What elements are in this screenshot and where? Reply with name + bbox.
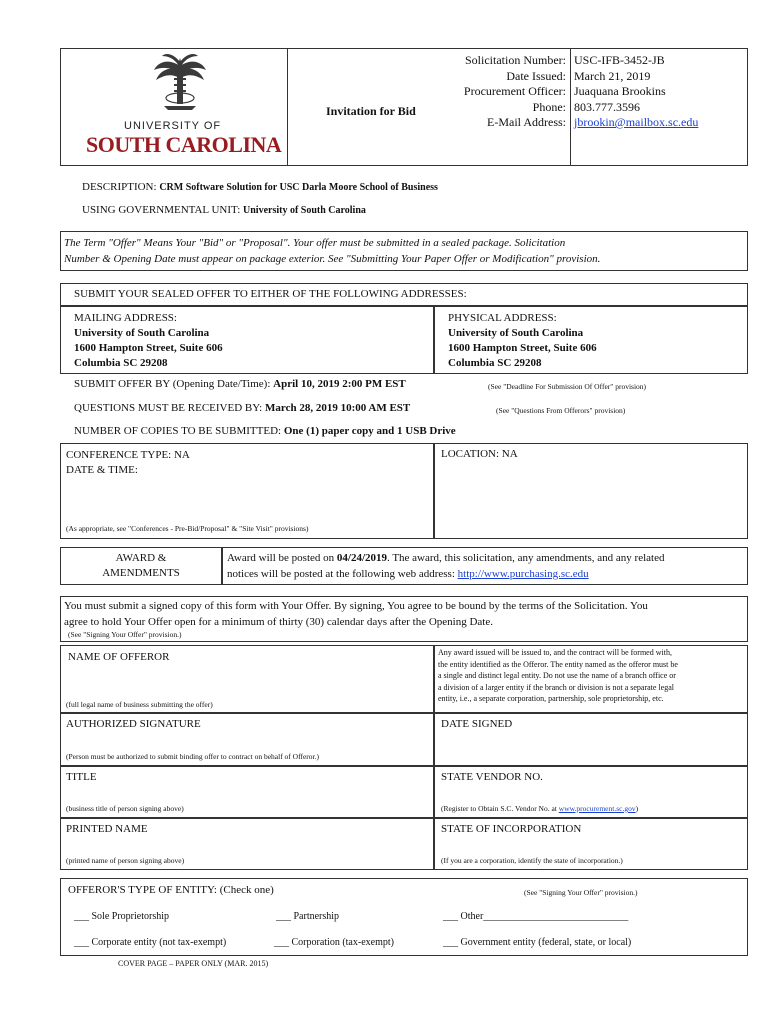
- title-hint: (business title of person signing above): [66, 804, 184, 813]
- award-text-line1: [227, 551, 664, 567]
- physical-address: [448, 311, 597, 371]
- email-link[interactable]: jbrookin@mailbox.sc.edu: [574, 115, 699, 129]
- logo-line1: UNIVERSITY OF: [124, 120, 222, 132]
- phone-value: 803.777.3596: [574, 99, 640, 114]
- award-label: [60, 551, 222, 581]
- signature-field[interactable]: [64, 733, 430, 749]
- logo-line2: SOUTH CAROLINA: [86, 132, 282, 157]
- date-issued-label: Date Issued:: [506, 68, 566, 83]
- entity-info-line2: the entity identified as the Offeror. The entity named as the offeror must be: [438, 659, 678, 669]
- name-of-offeror-field[interactable]: [64, 666, 430, 694]
- entity-info-text: [438, 647, 678, 705]
- award-label-line2: AMENDMENTS: [102, 567, 180, 579]
- physical-address-line1: University of South Carolina: [448, 327, 584, 339]
- entity-info-line5: entity, i.e., a separate corporation, partnership, sole proprietorship, etc.: [438, 694, 664, 703]
- offer-note-line1: The Term "Offer" Means Your "Bid" or "Proposal". Your offer must be submitted in a sealed package. Solicitation: [64, 237, 566, 249]
- entity-option-partnership[interactable]: ___ Partnership: [276, 911, 340, 922]
- page-title: Invitation for Bid: [326, 104, 416, 118]
- conference-note: (As appropriate, see "Conferences - Pre-Bid/Proposal" & "Site Visit" provisions): [66, 524, 309, 533]
- questions-label: QUESTIONS MUST BE RECEIVED BY:: [74, 402, 263, 414]
- signing-line2: agree to hold Your Offer open for a minimum of thirty (30) calendar days after the Opening Date.: [64, 615, 493, 628]
- date-signed-field[interactable]: [438, 733, 744, 761]
- mailing-address-line3: Columbia SC 29208: [74, 357, 168, 369]
- award-text: [227, 551, 664, 582]
- title-field[interactable]: [64, 786, 430, 800]
- questions-row: [74, 402, 410, 414]
- description-row: [82, 181, 438, 193]
- phone-label: Phone:: [532, 99, 566, 114]
- copies-label: NUMBER OF COPIES TO BE SUBMITTED:: [74, 425, 282, 437]
- footer-note: COVER PAGE – PAPER ONLY (MAR. 2015): [118, 959, 269, 968]
- printed-name-label: PRINTED NAME: [66, 823, 148, 835]
- offer-note-line2: Number & Opening Date must appear on package exterior. See "Submitting Your Paper Offer or Modification" provision.: [64, 252, 601, 265]
- description-label: DESCRIPTION:: [82, 181, 157, 193]
- procurement-officer-label: Procurement Officer:: [463, 84, 566, 98]
- award-label-line1: AWARD &: [115, 552, 167, 564]
- copies-row: [74, 425, 456, 437]
- conference-location: LOCATION: NA: [441, 448, 518, 460]
- entity-type-note: (See "Signing Your Offer" provision.): [524, 888, 638, 897]
- award-text-part1: Award will be posted on: [227, 552, 337, 564]
- offer-note: [64, 236, 600, 267]
- conference-datetime: DATE & TIME:: [66, 464, 138, 476]
- vendor-field[interactable]: [438, 786, 744, 800]
- university-logo: [86, 52, 286, 162]
- signature-hint: (Person must be authorized to submit binding offer to contract on behalf of Offeror.): [66, 752, 319, 761]
- physical-address-line2: 1600 Hampton Street, Suite 606: [448, 342, 597, 354]
- signing-statement: [64, 599, 648, 630]
- physical-address-line3: Columbia SC 29208: [448, 357, 542, 369]
- entity-info-line4: a division of a larger entity if the branch or division is not a separate legal: [438, 682, 675, 692]
- submit-offer-value: April 10, 2019 2:00 PM EST: [273, 378, 406, 390]
- printed-name-hint: (printed name of person signing above): [66, 856, 185, 865]
- purchasing-url-link[interactable]: http://www.purchasing.sc.edu: [457, 567, 589, 580]
- governmental-unit-value: University of South Carolina: [243, 205, 366, 216]
- description-value: CRM Software Solution for USC Darla Moore School of Business: [159, 182, 438, 193]
- entity-info-line1: Any award issued will be issued to, and the contract will be formed with,: [438, 648, 672, 657]
- solicitation-labels: [420, 53, 566, 131]
- incorporation-hint: (If you are a corporation, identify the state of incorporation.): [441, 856, 623, 865]
- mailing-address-line1: University of South Carolina: [74, 327, 210, 339]
- questions-note: (See "Questions From Offerors" provision): [496, 406, 626, 415]
- vendor-hint-part2: ): [635, 804, 639, 813]
- award-text-line2: [227, 567, 664, 583]
- printed-name-field[interactable]: [64, 838, 430, 852]
- date-signed-label: DATE SIGNED: [441, 718, 513, 730]
- mailing-address-label: MAILING ADDRESS:: [74, 312, 177, 324]
- mailing-address: [74, 311, 223, 371]
- header-divider-2: [570, 48, 571, 166]
- date-issued-value: March 21, 2019: [574, 68, 651, 83]
- entity-info-line3: a single and distinct legal entity. Do not use the name of a branch office or: [438, 671, 676, 680]
- award-date: 04/24/2019: [336, 552, 388, 564]
- signing-note: (See "Signing Your Offer" provision.): [68, 630, 182, 639]
- entity-option-sole[interactable]: ___ Sole Proprietorship: [74, 911, 169, 922]
- signing-line1: You must submit a signed copy of this form with Your Offer. By signing, You agree to be bound by the terms of the Solicitation. You: [64, 600, 648, 612]
- conference-details: [66, 448, 190, 478]
- incorporation-field[interactable]: [438, 838, 744, 852]
- mailing-address-line2: 1600 Hampton Street, Suite 606: [74, 342, 223, 354]
- submit-offer-row: [74, 378, 406, 390]
- solicitation-values: [574, 53, 746, 131]
- submit-offer-label: SUBMIT OFFER BY (Opening Date/Time):: [74, 378, 271, 390]
- email-label: E-Mail Address:: [487, 115, 566, 129]
- signature-label: AUTHORIZED SIGNATURE: [66, 718, 201, 730]
- vendor-hint-part1: (Register to Obtain S.C. Vendor No. at: [441, 804, 559, 813]
- copies-value: One (1) paper copy and 1 USB Drive: [283, 425, 456, 437]
- award-text-part2: . The award, this solicitation, any amendments, and any related: [387, 552, 665, 564]
- name-of-offeror-hint: (full legal name of business submitting the offer): [66, 700, 213, 709]
- entity-option-corporation-tax-exempt[interactable]: ___ Corporation (tax-exempt): [274, 937, 394, 948]
- title-label: TITLE: [66, 771, 97, 783]
- governmental-unit-row: [82, 204, 366, 216]
- physical-address-label: PHYSICAL ADDRESS:: [448, 312, 557, 324]
- entity-option-government[interactable]: ___ Government entity (federal, state, or local): [443, 937, 632, 948]
- procurement-link[interactable]: www.procurement.sc.gov: [558, 804, 636, 813]
- palmetto-tree-icon: [150, 52, 210, 118]
- entity-option-other[interactable]: ___ Other_____________________________: [443, 911, 629, 922]
- solicitation-number-value: USC-IFB-3452-JB: [574, 53, 665, 67]
- entity-type-heading: OFFEROR'S TYPE OF ENTITY: (Check one): [68, 884, 274, 896]
- entity-option-corporate[interactable]: ___ Corporate entity (not tax-exempt): [74, 937, 227, 948]
- vendor-label: STATE VENDOR NO.: [441, 771, 543, 783]
- vendor-hint: [441, 804, 638, 813]
- header-divider-1: [287, 48, 288, 166]
- conference-type: CONFERENCE TYPE: NA: [66, 449, 190, 461]
- addresses-heading: SUBMIT YOUR SEALED OFFER TO EITHER OF THE FOLLOWING ADDRESSES:: [74, 288, 467, 300]
- submit-offer-note: (See "Deadline For Submission Of Offer" provision): [488, 382, 647, 391]
- governmental-unit-label: USING GOVERNMENTAL UNIT:: [82, 204, 241, 216]
- name-of-offeror-label: NAME OF OFFEROR: [68, 651, 170, 663]
- incorporation-label: STATE OF INCORPORATION: [441, 823, 582, 835]
- award-text-line2-label: notices will be posted at the following web address:: [227, 567, 458, 580]
- questions-value: March 28, 2019 10:00 AM EST: [265, 402, 411, 414]
- solicitation-number-label: Solicitation Number:: [465, 53, 566, 67]
- procurement-officer-value: Juaquana Brookins: [574, 84, 666, 98]
